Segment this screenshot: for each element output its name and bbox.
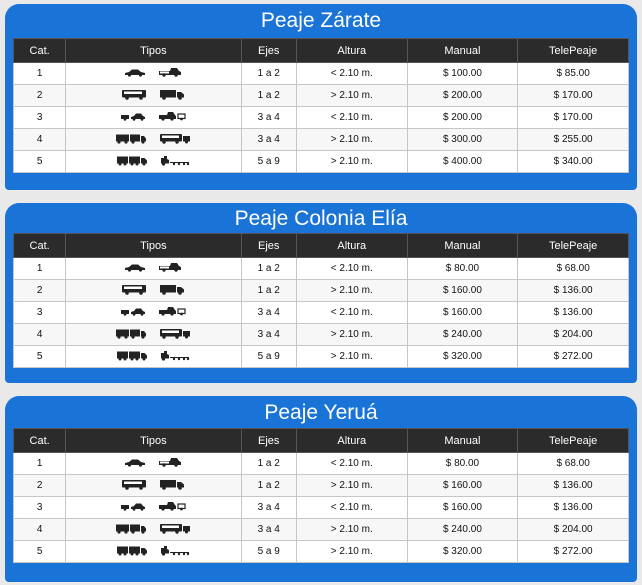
panel-title: Peaje Zárate: [260, 9, 382, 32]
cell-telepeaje: $ 255.00: [518, 129, 629, 151]
cell-tipos: [66, 541, 241, 563]
pickup-trailer-icon: [158, 306, 186, 316]
semi-truck-icon: [116, 350, 148, 361]
vehicle-icons: [120, 111, 186, 121]
vehicle-icons: [116, 545, 190, 556]
cell-ejes: 3 a 4: [241, 302, 296, 324]
cell-ejes: 1 a 2: [241, 475, 296, 497]
cell-manual: $ 240.00: [407, 519, 518, 541]
pickup-trailer-icon: [158, 501, 186, 511]
cell-altura: < 2.10 m.: [296, 497, 407, 519]
cell-altura: > 2.10 m.: [296, 129, 407, 151]
toll-panel-yerua: [5, 396, 637, 582]
cell-telepeaje: $ 204.00: [518, 519, 629, 541]
table-row: [14, 151, 629, 173]
vehicle-icons: [121, 284, 185, 295]
car-trailer-icon: [120, 502, 146, 511]
cell-ejes: 3 a 4: [241, 324, 296, 346]
table-row: [14, 258, 629, 280]
vehicle-icons: [120, 501, 186, 511]
panel-title: Peaje Yeruá: [264, 401, 378, 424]
cell-telepeaje: $ 340.00: [518, 151, 629, 173]
semi-truck-icon: [116, 155, 148, 166]
header-ejes: Ejes: [241, 234, 296, 258]
toll-table: [13, 233, 629, 368]
table-row: [14, 63, 629, 85]
vehicle-icons: [115, 133, 191, 144]
cell-telepeaje: $ 136.00: [518, 280, 629, 302]
cell-tipos: [66, 129, 241, 151]
table-row: [14, 453, 629, 475]
header-tipos: Tipos: [66, 429, 241, 453]
table-header-row: [14, 39, 629, 63]
header-ejes: Ejes: [241, 39, 296, 63]
truck-icon: [159, 479, 185, 490]
cell-manual: $ 160.00: [407, 302, 518, 324]
cell-cat: 1: [14, 63, 66, 85]
header-manual: Manual: [407, 234, 518, 258]
pickup-icon: [158, 457, 182, 467]
cell-altura: > 2.10 m.: [296, 519, 407, 541]
table-row: [14, 475, 629, 497]
cell-altura: > 2.10 m.: [296, 541, 407, 563]
cell-tipos: [66, 346, 241, 368]
header-altura: Altura: [296, 39, 407, 63]
cell-tipos: [66, 280, 241, 302]
cell-cat: 2: [14, 280, 66, 302]
cell-tipos: [66, 107, 241, 129]
header-manual: Manual: [407, 39, 518, 63]
cell-altura: > 2.10 m.: [296, 324, 407, 346]
cell-cat: 2: [14, 475, 66, 497]
header-cat: Cat.: [14, 39, 66, 63]
table-row: [14, 519, 629, 541]
cell-manual: $ 160.00: [407, 475, 518, 497]
cell-telepeaje: $ 136.00: [518, 497, 629, 519]
car-trailer-icon: [120, 112, 146, 121]
toll-table: [13, 428, 629, 563]
tractor-trailer-icon: [160, 155, 190, 166]
header-manual: Manual: [407, 429, 518, 453]
vehicle-icons: [124, 67, 182, 77]
cell-altura: < 2.10 m.: [296, 453, 407, 475]
bus-icon: [121, 479, 147, 490]
pickup-icon: [158, 262, 182, 272]
cell-manual: $ 100.00: [407, 63, 518, 85]
truck-trailer-icon: [115, 133, 147, 144]
table-row: [14, 324, 629, 346]
car-icon: [124, 263, 146, 272]
car-trailer-icon: [120, 307, 146, 316]
toll-panel-colonia-elia: [5, 203, 637, 383]
cell-cat: 3: [14, 302, 66, 324]
table-row: [14, 302, 629, 324]
vehicle-icons: [124, 457, 182, 467]
header-telepeaje: TelePeaje: [518, 234, 629, 258]
cell-tipos: [66, 453, 241, 475]
bus-trailer-icon: [159, 328, 191, 339]
cell-cat: 4: [14, 324, 66, 346]
truck-trailer-icon: [115, 523, 147, 534]
cell-ejes: 1 a 2: [241, 85, 296, 107]
cell-cat: 5: [14, 346, 66, 368]
table-header-row: [14, 429, 629, 453]
car-icon: [124, 458, 146, 467]
cell-telepeaje: $ 204.00: [518, 324, 629, 346]
cell-tipos: [66, 63, 241, 85]
cell-altura: < 2.10 m.: [296, 63, 407, 85]
cell-tipos: [66, 475, 241, 497]
cell-altura: > 2.10 m.: [296, 475, 407, 497]
truck-trailer-icon: [115, 328, 147, 339]
tractor-trailer-icon: [160, 545, 190, 556]
pickup-icon: [158, 67, 182, 77]
cell-manual: $ 200.00: [407, 85, 518, 107]
cell-ejes: 5 a 9: [241, 541, 296, 563]
header-ejes: Ejes: [241, 429, 296, 453]
cell-altura: > 2.10 m.: [296, 346, 407, 368]
cell-ejes: 5 a 9: [241, 151, 296, 173]
table-row: [14, 497, 629, 519]
vehicle-icons: [124, 262, 182, 272]
tractor-trailer-icon: [160, 350, 190, 361]
truck-icon: [159, 284, 185, 295]
cell-telepeaje: $ 68.00: [518, 258, 629, 280]
cell-altura: > 2.10 m.: [296, 85, 407, 107]
cell-telepeaje: $ 170.00: [518, 85, 629, 107]
cell-telepeaje: $ 136.00: [518, 475, 629, 497]
vehicle-icons: [121, 479, 185, 490]
cell-manual: $ 160.00: [407, 497, 518, 519]
cell-ejes: 1 a 2: [241, 280, 296, 302]
table-row: [14, 346, 629, 368]
cell-cat: 1: [14, 258, 66, 280]
vehicle-icons: [115, 523, 191, 534]
cell-ejes: 3 a 4: [241, 497, 296, 519]
pickup-trailer-icon: [158, 111, 186, 121]
cell-altura: > 2.10 m.: [296, 151, 407, 173]
table-row: [14, 541, 629, 563]
cell-tipos: [66, 258, 241, 280]
cell-telepeaje: $ 68.00: [518, 453, 629, 475]
cell-manual: $ 80.00: [407, 258, 518, 280]
toll-table: [13, 38, 629, 173]
cell-cat: 2: [14, 85, 66, 107]
cell-altura: < 2.10 m.: [296, 258, 407, 280]
cell-manual: $ 160.00: [407, 280, 518, 302]
cell-manual: $ 320.00: [407, 346, 518, 368]
cell-manual: $ 300.00: [407, 129, 518, 151]
cell-cat: 1: [14, 453, 66, 475]
table-row: [14, 280, 629, 302]
cell-cat: 3: [14, 107, 66, 129]
cell-telepeaje: $ 272.00: [518, 541, 629, 563]
cell-cat: 5: [14, 541, 66, 563]
cell-telepeaje: $ 85.00: [518, 63, 629, 85]
cell-ejes: 3 a 4: [241, 519, 296, 541]
cell-cat: 3: [14, 497, 66, 519]
cell-tipos: [66, 497, 241, 519]
header-telepeaje: TelePeaje: [518, 39, 629, 63]
header-tipos: Tipos: [66, 234, 241, 258]
cell-altura: < 2.10 m.: [296, 302, 407, 324]
vehicle-icons: [116, 155, 190, 166]
cell-ejes: 1 a 2: [241, 258, 296, 280]
cell-tipos: [66, 302, 241, 324]
truck-icon: [159, 89, 185, 100]
bus-icon: [121, 284, 147, 295]
header-altura: Altura: [296, 234, 407, 258]
table-row: [14, 129, 629, 151]
cell-ejes: 3 a 4: [241, 129, 296, 151]
cell-telepeaje: $ 136.00: [518, 302, 629, 324]
vehicle-icons: [115, 328, 191, 339]
cell-telepeaje: $ 170.00: [518, 107, 629, 129]
panel-title: Peaje Colonia Elía: [234, 207, 408, 230]
car-icon: [124, 68, 146, 77]
cell-ejes: 3 a 4: [241, 107, 296, 129]
header-tipos: Tipos: [66, 39, 241, 63]
cell-manual: $ 200.00: [407, 107, 518, 129]
cell-tipos: [66, 324, 241, 346]
bus-trailer-icon: [159, 523, 191, 534]
header-telepeaje: TelePeaje: [518, 429, 629, 453]
vehicle-icons: [120, 306, 186, 316]
cell-tipos: [66, 85, 241, 107]
header-cat: Cat.: [14, 234, 66, 258]
cell-cat: 4: [14, 519, 66, 541]
toll-panel-zarate: [5, 4, 637, 190]
semi-truck-icon: [116, 545, 148, 556]
header-altura: Altura: [296, 429, 407, 453]
vehicle-icons: [121, 89, 185, 100]
cell-tipos: [66, 519, 241, 541]
vehicle-icons: [116, 350, 190, 361]
cell-ejes: 1 a 2: [241, 63, 296, 85]
cell-altura: > 2.10 m.: [296, 280, 407, 302]
table-row: [14, 85, 629, 107]
cell-cat: 4: [14, 129, 66, 151]
header-cat: Cat.: [14, 429, 66, 453]
cell-telepeaje: $ 272.00: [518, 346, 629, 368]
cell-manual: $ 400.00: [407, 151, 518, 173]
cell-ejes: 1 a 2: [241, 453, 296, 475]
cell-cat: 5: [14, 151, 66, 173]
cell-manual: $ 80.00: [407, 453, 518, 475]
table-row: [14, 107, 629, 129]
cell-manual: $ 320.00: [407, 541, 518, 563]
bus-icon: [121, 89, 147, 100]
cell-ejes: 5 a 9: [241, 346, 296, 368]
cell-manual: $ 240.00: [407, 324, 518, 346]
cell-tipos: [66, 151, 241, 173]
table-header-row: [14, 234, 629, 258]
cell-altura: < 2.10 m.: [296, 107, 407, 129]
bus-trailer-icon: [159, 133, 191, 144]
